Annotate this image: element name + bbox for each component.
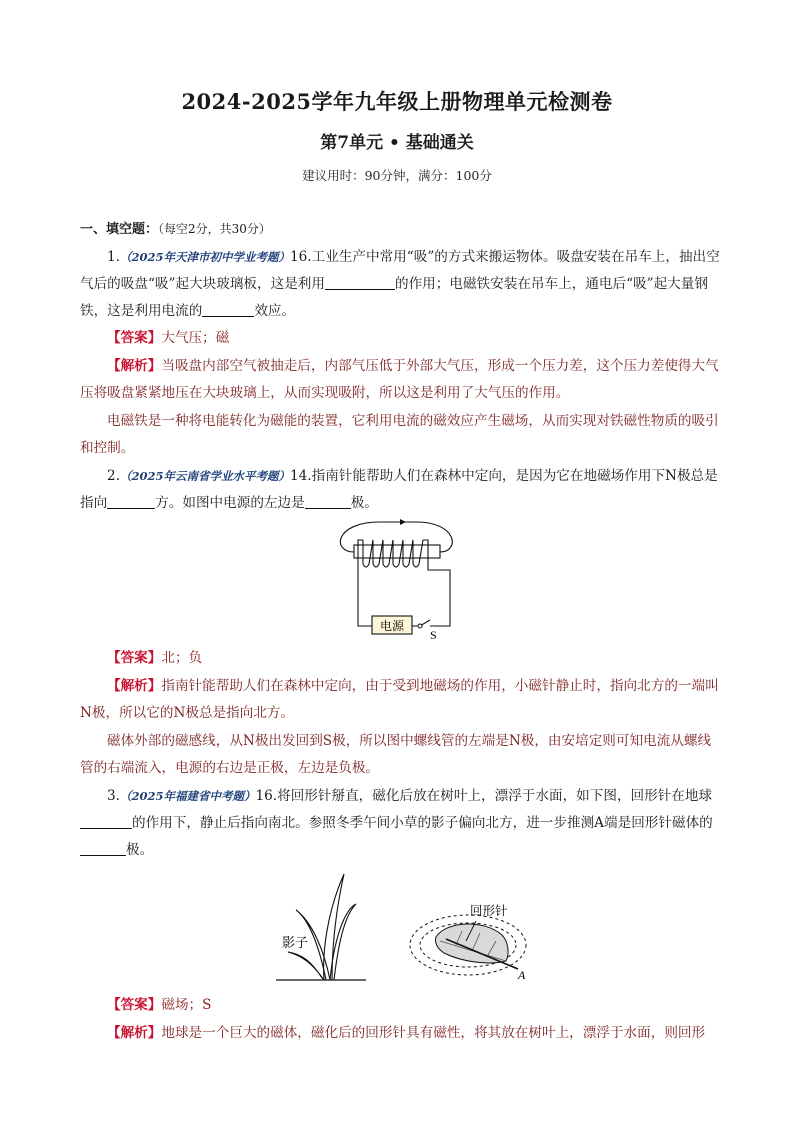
shadow-label: 影子 (282, 935, 309, 950)
q2-answer-label: 【答案】 (107, 650, 162, 666)
q2-exp-text-2: 磁体外部的磁感线，从N极出发回到S极，所以图中螺线管的左端是N极，由安培定则可知电流从螺线管的右端流入，电源的右边是正极，左边是负极。 (80, 733, 712, 776)
q2-source: （2025年云南省学业水平考题） (119, 469, 290, 483)
q1-exp-text-1: 当吸盘内部空气被抽走后，内部气压低于外部大气压，形成一个压力差，这个压力差使得大气压将吸盘紧紧地压在大块玻璃上，从而实现吸附，所以这是利用了大气压的作用。 (80, 358, 719, 401)
q1-number: 1. (107, 249, 120, 265)
q2-blank-2 (305, 494, 351, 509)
grass-shadow-figure (276, 870, 366, 988)
q3-text-b: 的作用下，静止后指向南北。参照冬季午间小草的影子偏向北方，进一步推测A端是回形针磁体的 (132, 815, 713, 831)
q3-blank-1 (80, 814, 132, 829)
q1-text-c: 效应。 (254, 303, 296, 319)
q1-blank-2 (202, 302, 254, 317)
section-note: （每空2分，共30分） (158, 222, 271, 236)
q2-exp-text-1: 指南针能帮助人们在森林中定向，由于受到地磁场的作用，小磁针静止时，指向北方的一端叫N极，所以它的N极总是指向北方。 (80, 678, 719, 721)
leaf-paperclip-figure (406, 895, 536, 987)
question-3 (80, 783, 720, 864)
q1-blank-1 (325, 275, 395, 290)
question-2 (80, 463, 720, 517)
grass-blades (288, 874, 356, 980)
q2-blank-1 (107, 494, 155, 509)
q3-answer (80, 992, 720, 1019)
q3-answer-label: 【答案】 (107, 997, 162, 1013)
q2-answer-text: 北；负 (161, 650, 203, 666)
q3-exp-label: 【解析】 (107, 1025, 162, 1041)
solenoid-circuit-figure (332, 518, 462, 640)
q3-text-a: 16.将回形针掰直，磁化后放在树叶上，漂浮于水面，如下图，回形针在地球 (255, 788, 713, 804)
exam-meta: 建议用时：90分钟，满分：100分 (302, 168, 492, 183)
q1-explanation-2 (80, 408, 720, 462)
q1-answer-label: 【答案】 (107, 330, 162, 346)
q1-text-b: 的作用；电磁铁安装在吊车上，通电后“吸”起大量钢铁，这是利用电流的 (80, 276, 708, 319)
switch-pivot (418, 624, 422, 628)
q3-blank-2 (80, 841, 126, 856)
q1-source: （2025年天津市初中学业考题） (119, 250, 290, 264)
q3-number: 3. (107, 788, 120, 804)
q2-exp-label: 【解析】 (107, 678, 162, 694)
q2-answer (80, 645, 720, 672)
solenoid-core (354, 545, 440, 558)
end-a-label: A (518, 968, 526, 982)
q2-text-a: 14.指南针能帮助人们在森林中定向，是因为它在地磁场作用下N极总是指向 (80, 468, 718, 511)
q1-text-a: 16.工业生产中常用“吸”的方式来搬运物体。吸盘安装在吊车上，抽出空气后的吸盘“吸”起大块玻璃板，这是利用 (80, 249, 720, 292)
section-heading (80, 216, 720, 243)
q3-text-c: 极。 (126, 842, 154, 858)
q3-explanation-1 (80, 1020, 720, 1047)
q2-number: 2. (107, 468, 120, 484)
q1-exp-text-2: 电磁铁是一种将电能转化为磁能的装置，它利用电流的磁效应产生磁场，从而实现对铁磁性物质的吸引和控制。 (80, 413, 719, 456)
q1-explanation-1 (80, 353, 720, 407)
q1-exp-label: 【解析】 (107, 358, 162, 374)
section-title: 一、填空题： (80, 222, 159, 237)
page-title: 2024-2025学年九年级上册物理单元检测卷 (181, 89, 613, 114)
q3-source: （2025年福建省中考题） (119, 789, 256, 803)
q1-answer (80, 325, 720, 352)
q2-text-b: 方。如图中电源的左边是 (155, 495, 305, 511)
q1-answer-text: 大气压；磁 (161, 330, 230, 346)
switch-label: S (430, 628, 437, 640)
question-1 (80, 244, 720, 325)
q2-explanation-2 (80, 728, 720, 782)
unit-subtitle: 第7单元 • 基础通关 (320, 133, 474, 153)
power-supply-label: 电源 (379, 619, 405, 633)
q2-explanation-1 (80, 673, 720, 727)
q3-answer-text: 磁场；S (161, 997, 212, 1013)
paperclip-label: 回形针 (470, 904, 508, 918)
q3-exp-text-1: 地球是一个巨大的磁体，磁化后的回形针具有磁性，将其放在树叶上，漂浮于水面，则回形 (161, 1025, 706, 1041)
q2-text-c: 极。 (350, 495, 378, 511)
field-direction-arrow-icon (400, 519, 406, 525)
